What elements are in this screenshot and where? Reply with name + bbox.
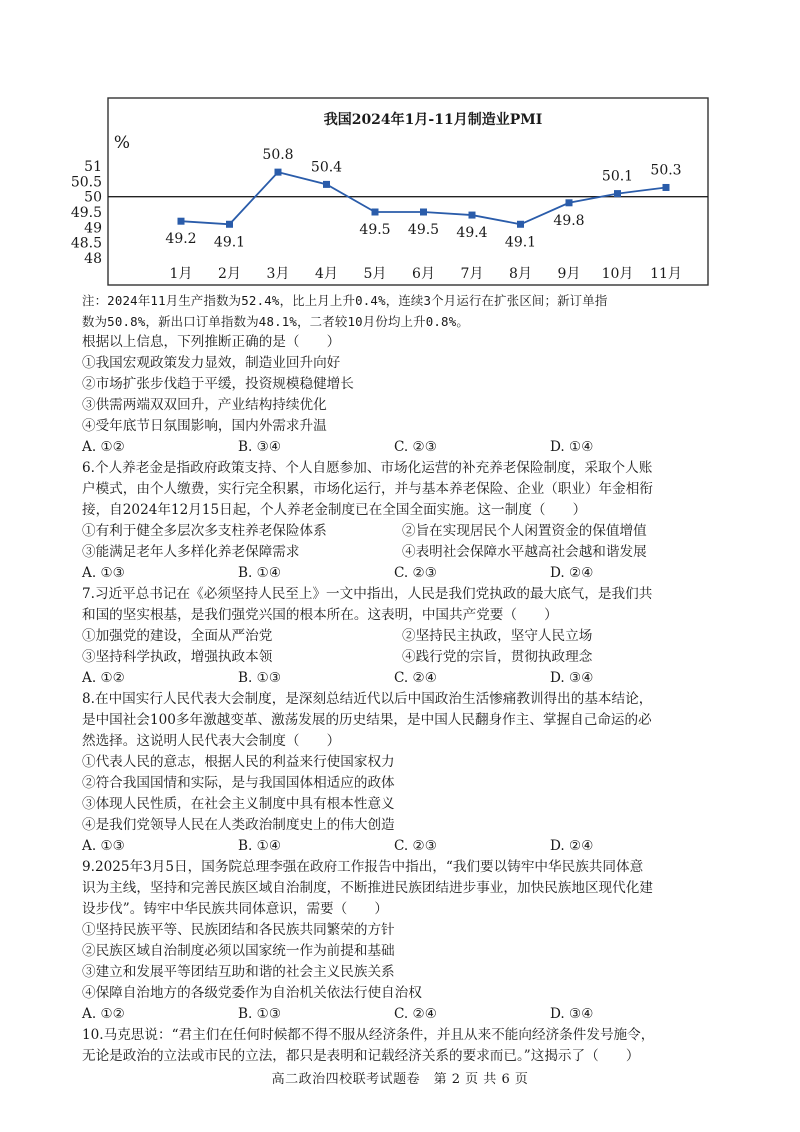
y-tick-label: 48 (84, 251, 102, 267)
statement-item: ①坚持民族平等、民族团结和各民族共同繁荣的方针 (82, 922, 395, 938)
x-tick-label: 5月 (363, 266, 387, 282)
x-tick-label: 10月 (601, 266, 634, 282)
y-tick-label: 49 (84, 220, 102, 237)
pmi-line-chart (70, 96, 716, 292)
data-label: 49.5 (359, 222, 391, 238)
question-8-text: 8.在中国实行人民代表大会制度，是深刻总结近代以后中国政治生活惨痛教训得出的基本结论， (82, 691, 653, 707)
x-tick-label: 7月 (460, 266, 484, 282)
question-7-text: 7.习近平总书记在《必须坚持人民至上》一文中指出，人民是我们党执政的最大底气，是我们共 (82, 586, 653, 602)
answer-options (82, 836, 722, 857)
statement-item: ③能满足老年人多样化养老保障需求 (82, 544, 300, 560)
y-tick-label: 49.5 (70, 205, 102, 221)
data-label: 50.3 (650, 162, 682, 179)
answer-options (82, 563, 722, 584)
question-6-text: 6.个人养老金是指政府政策支持、个人自愿参加、市场化运营的补充养老保险制度，采取个人账 (82, 460, 653, 476)
statement-item: ①加强党的建设，全面从严治党 (82, 628, 273, 644)
statement-row (82, 626, 722, 647)
x-tick-label: 1月 (169, 266, 193, 282)
question-7-text: 和国的坚实根基，是我们强党兴国的根本所在。这表明，中国共产党要（ ） (82, 607, 558, 623)
data-label: 49.1 (213, 234, 246, 251)
data-label: 50.4 (310, 159, 343, 176)
x-tick-label: 11月 (650, 266, 682, 282)
y-tick-label: 51 (84, 159, 102, 175)
x-tick-label: 2月 (218, 266, 241, 282)
statement-item: ②民族区域自治制度必须以国家统一作为前提和基础 (82, 943, 395, 959)
data-label: 49.8 (553, 212, 585, 229)
data-point (420, 209, 427, 216)
data-label: 49.4 (456, 225, 488, 242)
statement-item: ④表明社会保障水平越高社会越和谐发展 (402, 544, 647, 560)
option-b: B. ③④ (238, 439, 282, 455)
y-tick-label: 50 (84, 189, 102, 206)
question-9-text: 9.2025年3月5日，国务院总理李强在政府工作报告中指出，“我们要以铸牢中华民族共同体意 (82, 859, 644, 875)
data-label: 49.1 (504, 234, 537, 251)
question-9-text: 识为主线，坚持和完善民族区域自治制度，不断推进民族团结进步事业，加快民族地区现代化建 (82, 880, 653, 896)
chart-title: 我国2024年1月-11月制造业PMI (323, 112, 543, 128)
data-point (614, 190, 621, 197)
option-a: A. ①② (82, 670, 125, 686)
statement-item: ③建立和发展平等团结互助和谐的社会主义民族关系 (82, 964, 395, 980)
statement-item: ④受年底节日氛围影响，国内外需求升温 (82, 418, 327, 434)
statement-item: ③供需两端双双回升，产业结构持续优化 (82, 397, 327, 413)
data-point (178, 218, 185, 225)
statement-row (82, 542, 722, 563)
y-tick-labels (71, 159, 102, 267)
statement-item: ④践行党的宗旨，贯彻执政理念 (402, 649, 593, 665)
question-8-text: 是中国社会100多年激越变革、激荡发展的历史结果，是中国人民翻身作主、掌握自己命运的必 (82, 712, 652, 728)
statement-row (82, 521, 722, 542)
x-tick-label: 8月 (509, 266, 532, 282)
option-d: D. ②④ (550, 565, 594, 581)
answer-options (82, 1004, 722, 1025)
option-d: D. ③④ (550, 1006, 594, 1022)
statement-item: ④是我们党领导人民在人类政治制度史上的伟大创造 (82, 817, 395, 833)
data-point (663, 184, 670, 191)
chart-note-line: 注：2024年11月生产指数为52.4%，比上月上升0.4%，连续3个月运行在扩张区间；新订单指 (82, 293, 608, 308)
question-10-text: 无论是政治的立法或市民的立法，都只是表明和记载经济关系的要求而已。”这揭示了（ ） (82, 1048, 640, 1064)
option-a: A. ①③ (82, 838, 125, 854)
data-label: 50.8 (262, 147, 294, 164)
x-tick-label: 9月 (557, 266, 581, 282)
statement-item: ①我国宏观政策发力显效，制造业回升向好 (82, 355, 341, 371)
option-c: C. ②③ (394, 565, 437, 581)
option-a: A. ①③ (82, 565, 125, 581)
answer-options (82, 668, 722, 689)
x-tick-label: 3月 (266, 266, 290, 282)
option-a: A. ①② (82, 439, 125, 455)
question-10-text: 10.马克思说：“君主们在任何时候都不得不服从经济条件，并且从来不能向经济条件发号施令， (82, 1027, 655, 1043)
option-b: B. ①③ (238, 670, 282, 686)
option-c: C. ②④ (394, 1006, 437, 1022)
option-c: C. ②③ (394, 439, 437, 455)
question-6-text: 户模式，由个人缴费，实行完全积累，市场化运行，并与基本养老保险、企业（职业）年金相衔 (82, 481, 653, 497)
option-d: D. ①④ (550, 439, 594, 455)
statement-item: ③坚持科学执政，增强执政本领 (82, 649, 273, 665)
data-point (226, 221, 233, 228)
data-label: 49.5 (407, 222, 440, 238)
question-5 (82, 290, 722, 1067)
statement-item: ④保障自治地方的各级党委作为自治机关依法行使自治权 (82, 985, 422, 1001)
option-d: D. ②④ (550, 838, 594, 854)
option-b: B. ①④ (238, 565, 282, 581)
question-9-text: 设步伐”。铸牢中华民族共同体意识，需要（ ） (82, 901, 389, 917)
data-point (517, 221, 524, 228)
statement-item: ②符合我国国情和实际，是与我国国体相适应的政体 (82, 775, 395, 791)
statement-item: ③体现人民性质，在社会主义制度中具有根本性意义 (82, 796, 395, 812)
page-footer: 高二政治四校联考试题卷 第 2 页 共 6 页 (271, 1072, 529, 1087)
question-stem: 根据以上信息，下列推断正确的是（ ） (82, 334, 341, 350)
y-tick-label: 50.5 (70, 174, 102, 191)
data-point (566, 199, 573, 206)
data-point (275, 169, 282, 176)
option-b: B. ①④ (238, 838, 282, 854)
option-c: C. ②③ (394, 838, 437, 854)
y-tick-label: 48.5 (70, 235, 102, 252)
x-tick-label: 6月 (412, 266, 435, 282)
data-label: 49.2 (165, 231, 197, 248)
y-axis-unit: % (113, 133, 131, 153)
statement-item: ②坚持民主执政，坚守人民立场 (402, 628, 593, 644)
option-a: A. ①② (82, 1006, 125, 1022)
statement-item: ①有利于健全多层次多支柱养老保险体系 (82, 523, 327, 539)
data-label: 50.1 (601, 168, 634, 185)
statement-item: ①代表人民的意志，根据人民的利益来行使国家权力 (82, 754, 395, 770)
answer-options (82, 437, 722, 458)
data-point (323, 181, 330, 188)
data-point (372, 209, 379, 216)
option-c: C. ②④ (394, 670, 437, 686)
question-8-text: 然选择。这说明人民代表大会制度（ ） (82, 733, 341, 749)
data-point (469, 212, 476, 219)
x-tick-label: 4月 (315, 266, 338, 282)
statement-row (82, 647, 722, 668)
option-b: B. ①③ (238, 1006, 282, 1022)
statement-item: ②旨在实现居民个人闲置资金的保值增值 (402, 523, 647, 539)
statement-item: ②市场扩张步伐趋于平缓，投资规模稳健增长 (82, 376, 354, 392)
option-d: D. ③④ (550, 670, 594, 686)
chart-note-line: 数为50.8%，新出口订单指数为48.1%，二者较10月份均上升0.8%。 (82, 314, 469, 329)
question-6-text: 接，自2024年12月15日起，个人养老金制度已在全国全面实施。这一制度（ ） (82, 502, 587, 518)
